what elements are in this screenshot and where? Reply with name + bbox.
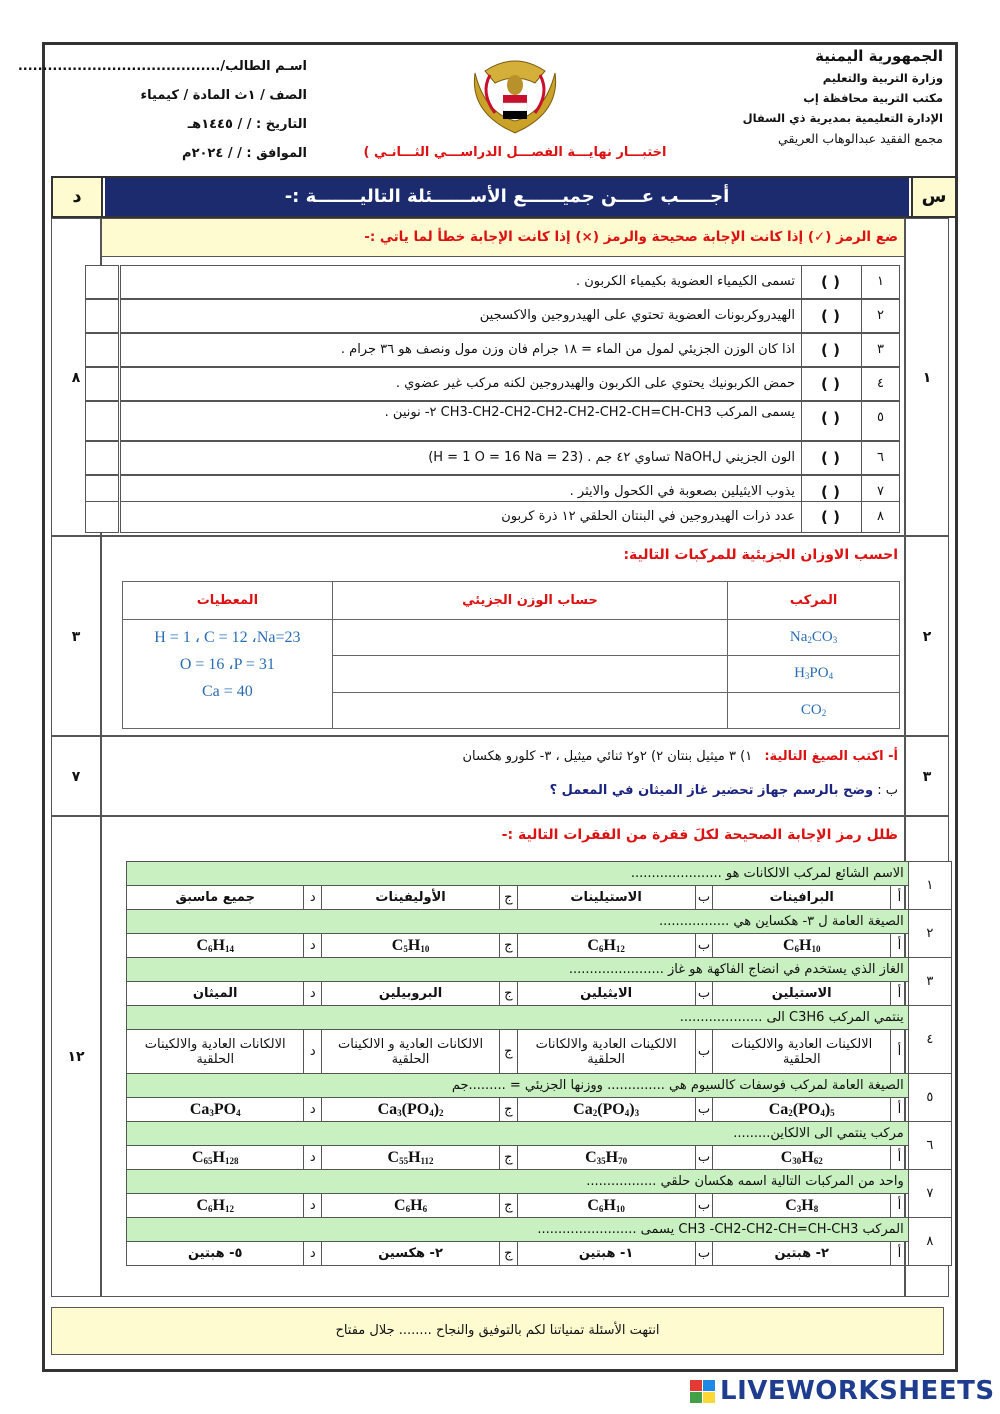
option-letter[interactable]: د: [304, 1146, 322, 1170]
option-text[interactable]: الأوليفينات: [322, 886, 500, 910]
option-text[interactable]: الالكانات العادية والالكينات الحلقية: [127, 1030, 304, 1074]
mcq-options-row: [127, 1146, 952, 1170]
mcq-stem: المركب CH3 -CH2-CH2-CH=CH-CH3 يسمى ........................: [127, 1218, 909, 1242]
option-letter[interactable]: ب: [695, 1098, 713, 1122]
mcq-stem: الصيغة العامة ل ٣- هكساين هي .................: [127, 910, 909, 934]
option-text[interactable]: البروبيلين: [322, 982, 500, 1006]
mcq-stem-row: [127, 862, 952, 886]
option-text[interactable]: $C_6H_{10}$: [517, 1194, 695, 1218]
molecular-weight-table: [122, 581, 900, 729]
option-letter[interactable]: أ: [891, 934, 909, 958]
answer-paren[interactable]: ( ): [801, 442, 859, 474]
ministry-name: وزارة التربية والتعليم: [822, 71, 943, 85]
mcq-stem-row: [127, 910, 952, 934]
q3-part-a: [463, 749, 899, 765]
col-compound: المركب: [728, 582, 900, 620]
mark-col-header: د: [53, 178, 103, 216]
mcq-number: ٥: [908, 1074, 951, 1122]
mcq-options-row: [127, 1194, 952, 1218]
watermark-text: LIVEWORKSHEETS: [720, 1376, 995, 1406]
calculation-cell[interactable]: [332, 656, 727, 692]
q2-instruction: احسب الاوزان الجزيئية للمركبات التالية:: [623, 547, 898, 563]
option-text[interactable]: الايثيلين: [517, 982, 695, 1006]
mcq-options-row: [127, 886, 952, 910]
student-info: [17, 59, 307, 175]
mcq-stem: الصيغة العامة لمركب فوسفات كالسيوم هي .............. ووزنها الجزيئي = .........جم: [127, 1074, 909, 1098]
exam-title: اختبـــار نهايـــة الفصـــل الدراســـي الثـــانـي ): [363, 145, 667, 160]
q4-instruction: ظلل رمز الإجابة الصحيحة لكلَ فقرة من الفقرات التالية :-: [501, 827, 898, 843]
option-letter[interactable]: أ: [891, 1098, 909, 1122]
directorate-name: الإدارة التعليمية بمديرية ذي السفال: [742, 111, 943, 125]
tf-row: ٤ ( ) حمض الكربونيك يحتوي على الكربون والهيدروجين لكنه مركب غير عضوي .: [120, 367, 900, 401]
mcq-stem: مركب ينتمي الى الالكاين.........: [127, 1122, 909, 1146]
mcq-stem-row: [127, 1074, 952, 1098]
class-subject: الصف / ١ث المادة / كيمياء: [140, 88, 307, 103]
option-text[interactable]: $C_{30}H_{62}$: [713, 1146, 891, 1170]
score-box: [85, 299, 119, 333]
calculation-cell[interactable]: [332, 620, 727, 656]
q3-number: ٣: [905, 736, 949, 816]
option-text[interactable]: البرافينات: [713, 886, 891, 910]
compound-cell: $Na_2CO_3$: [728, 620, 900, 656]
option-text[interactable]: الاستيلينات: [517, 886, 695, 910]
mcq-number: ١: [908, 862, 951, 910]
question-col-header: س: [911, 178, 955, 216]
score-box: [85, 441, 119, 475]
option-text[interactable]: $C_{65}H_{128}$: [127, 1146, 304, 1170]
option-text[interactable]: $C_3H_8$: [713, 1194, 891, 1218]
option-text[interactable]: $C_6H_{12}$: [517, 934, 695, 958]
liveworksheets-logo: [690, 1376, 995, 1408]
q2-number: ٢: [905, 536, 949, 736]
option-text[interactable]: $C_6H_6$: [322, 1194, 500, 1218]
statement-text: يسمى المركب CH3-CH2-CH2-CH2-CH2-CH2-CH=CH-CH3 ٢- نونين .: [384, 405, 795, 420]
option-letter[interactable]: أ: [891, 886, 909, 910]
mcq-number: ٧: [908, 1170, 951, 1218]
mcq-stem-row: [127, 1122, 952, 1146]
mcq-stem: الاسم الشائع لمركب الالكانات هو ......................: [127, 862, 909, 886]
q3-b-label: ب :: [877, 783, 898, 798]
q3-part-b: [550, 783, 898, 799]
tf-row: ٧ ( ) يذوب الايثيلين بصعوبة في الكحول والايثر .: [120, 475, 900, 509]
option-text[interactable]: $C_6H_{10}$: [713, 934, 891, 958]
q3-a-label: أ- اكتب الصيغ التالية:: [764, 749, 898, 764]
option-letter[interactable]: ج: [499, 934, 517, 958]
statement-text: يذوب الايثيلين بصعوبة في الكحول والايثر .: [569, 484, 795, 499]
statement-text: تسمى الكيمياء العضوية بكيمياء الكربون .: [575, 274, 795, 289]
q3-mark: ٧: [51, 736, 101, 816]
questions-title-bar: [51, 176, 957, 218]
answer-paren[interactable]: ( ): [801, 300, 859, 332]
statement-text: الهيدروكربونات العضوية تحتوي على الهيدروجين والاكسجين: [479, 308, 795, 323]
option-letter[interactable]: ج: [499, 1242, 517, 1266]
option-text[interactable]: $Ca_2(PO_4)_3$: [517, 1098, 695, 1122]
answer-paren[interactable]: ( ): [801, 334, 859, 366]
option-text[interactable]: $C_{35}H_{70}$: [517, 1146, 695, 1170]
option-letter[interactable]: ج: [499, 982, 517, 1006]
mcq-stem-row: [127, 1218, 952, 1242]
option-letter[interactable]: ب: [695, 1194, 713, 1218]
option-text[interactable]: $C_6H_{12}$: [127, 1194, 304, 1218]
q2-mark: ٣: [51, 536, 101, 736]
option-letter[interactable]: ج: [499, 1194, 517, 1218]
option-text[interactable]: الميثان: [127, 982, 304, 1006]
option-letter[interactable]: أ: [891, 982, 909, 1006]
answer-paren[interactable]: ( ): [801, 502, 859, 532]
answer-paren[interactable]: ( ): [801, 368, 859, 400]
mcq-number: ٨: [908, 1218, 951, 1266]
compound-cell: $H_3PO_4$: [728, 656, 900, 692]
mcq-options-row: [127, 1030, 952, 1074]
calculation-cell[interactable]: [332, 692, 727, 728]
option-letter[interactable]: ب: [695, 934, 713, 958]
option-letter[interactable]: د: [304, 1194, 322, 1218]
option-text[interactable]: ٢- هكسين: [322, 1242, 500, 1266]
option-letter[interactable]: ب: [695, 1242, 713, 1266]
mcq-stem-row: [127, 1006, 952, 1030]
option-letter[interactable]: أ: [891, 1146, 909, 1170]
option-text[interactable]: الالكينات العادية والالكينات الحلقية: [713, 1030, 891, 1074]
option-text[interactable]: الاستيلين: [713, 982, 891, 1006]
q3-body: [101, 736, 905, 816]
option-letter[interactable]: ب: [695, 886, 713, 910]
q1-body: [101, 218, 905, 536]
score-box: [85, 265, 119, 299]
q1-number: ١: [905, 218, 949, 536]
option-letter[interactable]: د: [304, 1030, 322, 1074]
option-text[interactable]: $C_5H_{10}$: [322, 934, 500, 958]
answer-all-title: أجـــــب عــــن جميــــــع الأســــــئلة التاليـــــــة :-: [105, 178, 909, 216]
option-letter[interactable]: د: [304, 886, 322, 910]
mcq-options-row: [127, 982, 952, 1006]
exam-sheet: [17, 42, 958, 1372]
q1-instruction: ضع الرمز (✓) إذا كانت الإجابة صحيحة والرمز (×) إذا كانت الإجابة خطأ لما ياتي :-: [364, 229, 898, 245]
option-letter[interactable]: ب: [695, 982, 713, 1006]
option-text[interactable]: الالكانات العادية و الالكينات الحلقية: [322, 1030, 500, 1074]
mcq-number: ٣: [908, 958, 951, 1006]
option-text[interactable]: ٥- هبتين: [127, 1242, 304, 1266]
q3-b-text: وضح بالرسم جهاز تحضير غاز الميثان في المعمل ؟: [549, 783, 874, 798]
mcq-table: [126, 861, 952, 1266]
mcq-number: ٦: [908, 1122, 951, 1170]
col-given: المعطيات: [123, 582, 333, 620]
option-letter[interactable]: د: [304, 934, 322, 958]
q4-body: [101, 816, 934, 1297]
mcq-stem-row: [127, 1170, 952, 1194]
score-box: [85, 333, 119, 367]
mcq-options-row: [127, 1098, 952, 1122]
option-letter[interactable]: ج: [499, 1030, 517, 1074]
date-hijri: التاريخ : / / ١٤٤٥هـ: [187, 117, 307, 132]
option-text[interactable]: $C_{55}H_{112}$: [322, 1146, 500, 1170]
tf-row: ٥ ( ) يسمى المركب CH3-CH2-CH2-CH2-CH2-CH2-CH=CH-CH3 ٢- نونين .: [120, 401, 900, 441]
score-box: [85, 501, 119, 533]
option-letter[interactable]: ج: [499, 886, 517, 910]
office-name: مكتب التربية محافظة إب: [803, 91, 943, 105]
option-letter[interactable]: ب: [695, 1146, 713, 1170]
option-letter[interactable]: د: [304, 1242, 322, 1266]
statement-text: اذا كان الوزن الجزيئي لمول من الماء = ١٨ جرام فان وزن مول ونصف هو ٣٦ جرام .: [340, 342, 795, 357]
liveworksheets-icon: [690, 1380, 716, 1404]
mcq-stem-row: [127, 958, 952, 982]
option-text[interactable]: $Ca_3PO_4$: [127, 1098, 304, 1122]
tf-row: ٢ ( ) الهيدروكربونات العضوية تحتوي على الهيدروجين والاكسجين: [120, 299, 900, 333]
mcq-stem: الغاز الذي يستخدم في انضاج الفاكهة هو غاز .......................: [127, 958, 909, 982]
score-box: [85, 367, 119, 401]
option-letter[interactable]: ج: [499, 1098, 517, 1122]
option-text[interactable]: ٢- هبتين: [713, 1242, 891, 1266]
tf-row: ٣ ( ) اذا كان الوزن الجزيئي لمول من الماء = ١٨ جرام فان وزن مول ونصف هو ٣٦ جرام .: [120, 333, 900, 367]
mcq-number: ٢: [908, 910, 951, 958]
option-letter[interactable]: د: [304, 982, 322, 1006]
statement-text: الون الجزيني لNaOH تساوي ٤٢ جم . (H = 1 O = 16 Na = 23): [428, 450, 795, 465]
mcq-number: ٤: [908, 1006, 951, 1074]
option-text[interactable]: $Ca_2(PO_4)_5$: [713, 1098, 891, 1122]
option-text[interactable]: ١- هبتين: [517, 1242, 695, 1266]
option-text[interactable]: $Ca_3(PO_4)_2$: [322, 1098, 500, 1122]
ministry-header: [733, 47, 943, 146]
compound-cell: $CO_2$: [728, 692, 900, 728]
statement-text: حمض الكربونيك يحتوي على الكربون والهيدروجين لكنه مركب غير عضوي .: [395, 376, 795, 391]
country-name: الجمهورية اليمنية: [815, 47, 943, 65]
option-letter[interactable]: أ: [891, 1030, 909, 1074]
q2-body: [101, 536, 905, 736]
q4-mark: ١٢: [51, 816, 101, 1297]
eagle-emblem-icon: [465, 53, 565, 141]
statement-text: عدد ذرات الهيدروجين في البنتان الحلقي ١٢ ذرة كربون: [501, 509, 795, 524]
answer-paren[interactable]: ( ): [801, 476, 859, 508]
option-letter[interactable]: ب: [695, 1030, 713, 1074]
q3-a-items: ١) ٣ ميثيل بنتان ٢) ٢و٢ ثنائي ميثيل ، ٣- كلورو هكسان: [462, 749, 753, 764]
school-name: مجمع الفقيد عبدالوهاب العريقي: [778, 131, 943, 146]
student-name-field[interactable]: اسـم الطالب/.........................................: [17, 59, 307, 74]
date-gregorian: الموافق : / / ٢٠٢٤م: [182, 146, 307, 161]
option-text[interactable]: $C_6H_{14}$: [127, 934, 304, 958]
tf-row: ٨ ( ) عدد ذرات الهيدروجين في البنتان الحلقي ١٢ ذرة كربون: [120, 501, 900, 533]
answer-paren[interactable]: ( ): [801, 266, 859, 298]
option-letter[interactable]: د: [304, 1098, 322, 1122]
col-calculation: حساب الوزن الجزيئي: [332, 582, 727, 620]
option-letter[interactable]: ج: [499, 1146, 517, 1170]
mcq-stem: ينتمي المركب C3H6 الى ....................: [127, 1006, 909, 1030]
option-letter[interactable]: أ: [891, 1242, 909, 1266]
option-text[interactable]: الالكينات العادية والالكانات الحلقية: [517, 1030, 695, 1074]
given-values: H = 1 ، C = 12 ،Na=23 O = 16 ،P = 31 Ca = 40: [123, 620, 333, 729]
mcq-options-row: [127, 1242, 952, 1266]
option-text[interactable]: جميع ماسبق: [127, 886, 304, 910]
option-letter[interactable]: أ: [891, 1194, 909, 1218]
q1-mark: ٨: [51, 218, 101, 536]
tf-row: ٦ ( ) الون الجزيني لNaOH تساوي ٤٢ جم . (H = 1 O = 16 Na = 23): [120, 441, 900, 475]
answer-paren[interactable]: ( ): [801, 402, 859, 440]
mcq-options-row: [127, 934, 952, 958]
tf-row: ١ ( ) تسمى الكيمياء العضوية بكيمياء الكربون .: [120, 265, 900, 299]
mcq-stem: واحد من المركبات التالية اسمه هكسان حلقي .................: [127, 1170, 909, 1194]
closing-message: انتهت الأسئلة تمنياتنا لكم بالتوفيق والنجاح ........ جلال مفتاح: [51, 1307, 944, 1355]
score-box: [85, 401, 119, 441]
